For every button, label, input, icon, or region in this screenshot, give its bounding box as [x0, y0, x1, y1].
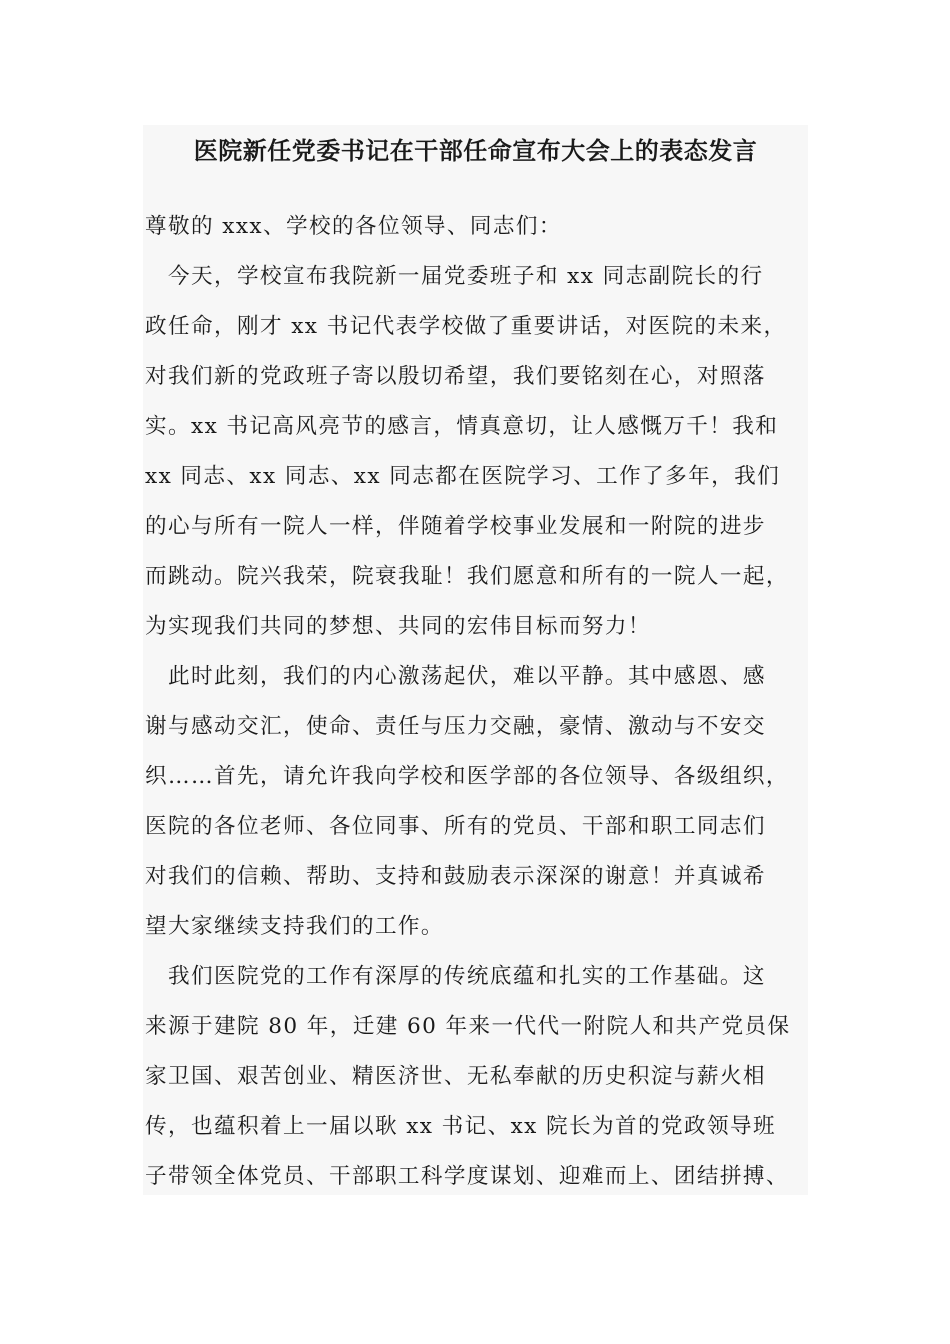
text-line: 对我们的信赖、帮助、支持和鼓励表示深深的谢意！并真诚希 [145, 864, 766, 889]
text-line: 此时此刻，我们的内心激荡起伏，难以平静。其中感恩、感 [145, 664, 766, 689]
text-line: xx 同志、xx 同志、xx 同志都在医院学习、工作了多年，我们 [145, 464, 781, 489]
text-line: 对我们新的党政班子寄以殷切希望，我们要铭刻在心，对照落 [145, 364, 766, 389]
text-line: 织……首先，请允许我向学校和医学部的各位领导、各级组织， [145, 764, 789, 789]
text-line: 的心与所有一院人一样，伴随着学校事业发展和一附院的进步 [145, 514, 766, 539]
text-line: 家卫国、艰苦创业、精医济世、无私奉献的历史积淀与薪火相 [145, 1064, 766, 1089]
text-line: 来源于建院 80 年，迁建 60 年来一代代一附院人和共产党员保 [145, 1014, 791, 1039]
text-line: 今天，学校宣布我院新一届党委班子和 xx 同志副院长的行 [145, 264, 764, 289]
text-line: 谢与感动交汇，使命、责任与压力交融，豪情、激动与不安交 [145, 714, 766, 739]
text-line: 我们医院党的工作有深厚的传统底蕴和扎实的工作基础。这 [145, 964, 766, 989]
salutation-line: 尊敬的 xxx、学校的各位领导、同志们： [145, 214, 562, 239]
document-title: 医院新任党委书记在干部任命宣布大会上的表态发言 [193, 136, 758, 165]
text-line: 为实现我们共同的梦想、共同的宏伟目标而努力！ [145, 614, 651, 639]
text-line: 而跳动。院兴我荣，院衰我耻！我们愿意和所有的一院人一起， [145, 564, 789, 589]
text-line: 政任命，刚才 xx 书记代表学校做了重要讲话，对医院的未来， [145, 314, 787, 339]
text-line: 传，也蕴积着上一届以耿 xx 书记、xx 院长为首的党政领导班 [145, 1114, 776, 1139]
text-line: 实。xx 书记高风亮节的感言，情真意切，让人感慨万千！我和 [145, 414, 779, 439]
text-line: 医院的各位老师、各位同事、所有的党员、干部和职工同志们 [145, 814, 766, 839]
text-line: 望大家继续支持我们的工作。 [145, 914, 444, 939]
text-line: 子带领全体党员、干部职工科学度谋划、迎难而上、团结拼搏、 [145, 1164, 789, 1189]
